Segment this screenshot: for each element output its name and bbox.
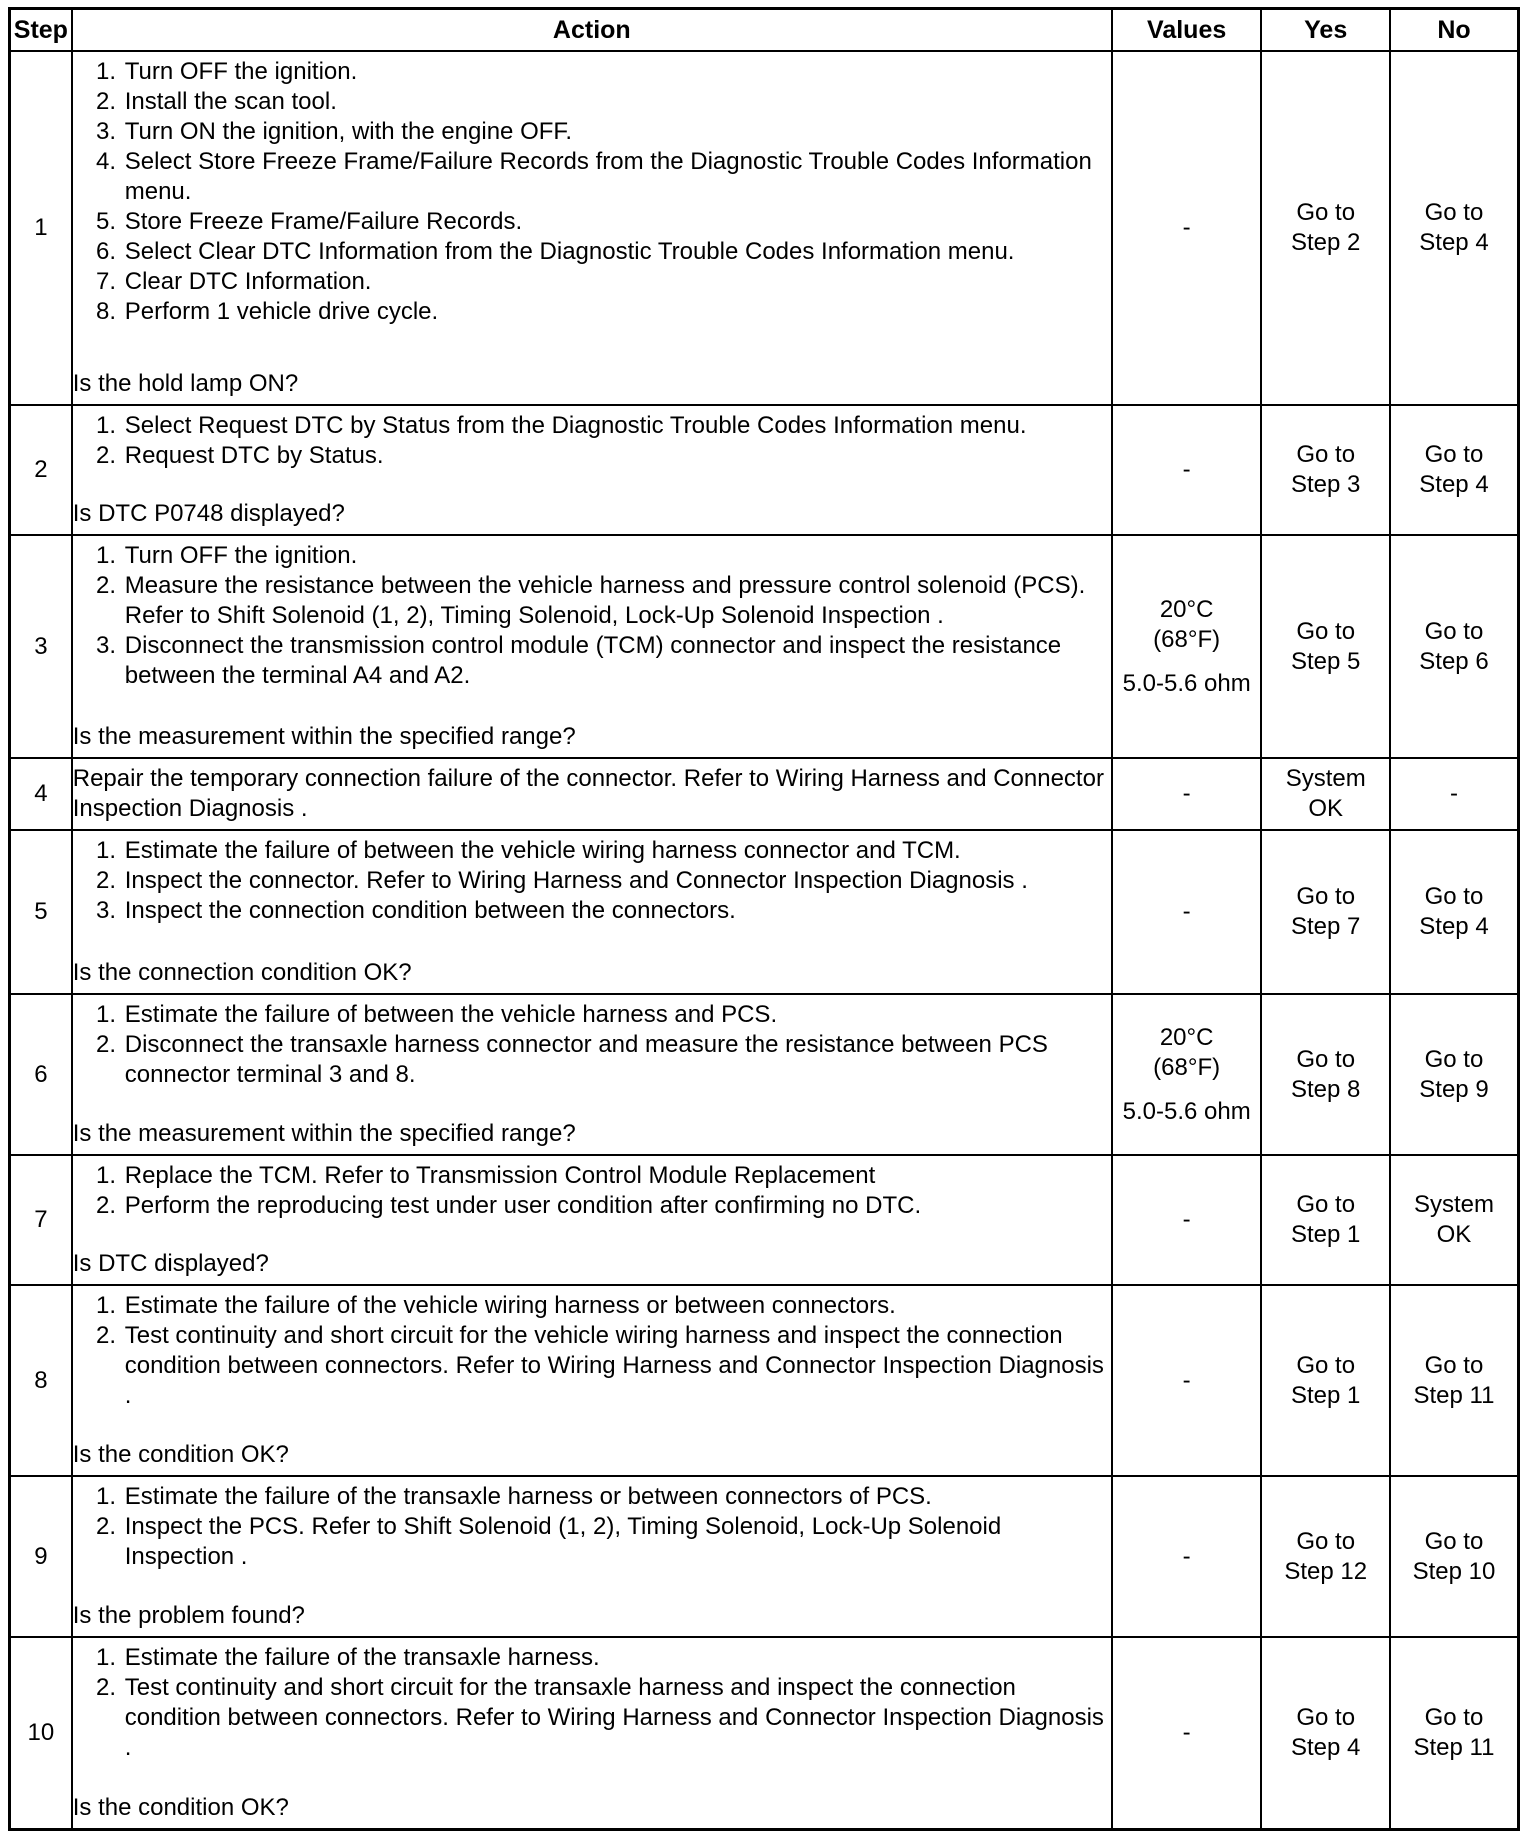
action-text: Repair the temporary connection failure of the connector. Refer to Wiring Harness and Connector Inspection Diagnosis .	[72, 765, 1104, 822]
no-cell	[1390, 405, 1519, 535]
table-row	[10, 758, 1519, 830]
action-question: Is DTC P0748 displayed?	[72, 500, 345, 527]
yes-link: Step 7	[1291, 913, 1361, 940]
no-link: Step 10	[1412, 1557, 1496, 1585]
action-steps	[73, 57, 1111, 327]
values-dash: -	[1182, 898, 1191, 925]
no-link: Go to	[1424, 883, 1484, 910]
table-body	[10, 51, 1519, 1829]
table-row	[10, 994, 1519, 1155]
temperature-line: 20°C	[1159, 1023, 1214, 1051]
yes-cell	[1261, 1285, 1390, 1476]
no-link: Go to	[1424, 1703, 1484, 1731]
yes-link: Go to	[1296, 199, 1356, 226]
values-block	[1123, 1023, 1251, 1127]
no-cell	[1390, 1476, 1519, 1637]
no-cell	[1390, 994, 1519, 1155]
yes-link: Go to	[1296, 883, 1356, 910]
action-step: 1. Select Request DTC by Status from the Diagnostic Trouble Codes Information menu.	[123, 411, 1111, 441]
yes-cell	[1261, 405, 1390, 535]
yes-cell	[1261, 758, 1390, 830]
step-number: 3	[10, 535, 72, 758]
no-cell	[1390, 1155, 1519, 1285]
no-link: Step 4	[1419, 229, 1489, 256]
yes-cell	[1261, 994, 1390, 1155]
yes-link: Step 8	[1291, 1075, 1361, 1103]
action-cell	[72, 51, 1112, 405]
values-dash: -	[1182, 1366, 1191, 1394]
action-step: 2. Disconnect the transaxle harness connector and measure the resistance between PCS connector terminal 3 and 8.	[123, 1030, 1111, 1090]
yes-link: Go to	[1296, 1045, 1356, 1073]
no-link: Go to	[1424, 441, 1484, 468]
step-number: 9	[10, 1476, 72, 1637]
action-step: 1. Estimate the failure of the transaxle harness or between connectors of PCS.	[123, 1482, 1111, 1512]
header-action: Action	[72, 9, 1112, 52]
action-step: 3. Disconnect the transmission control module (TCM) connector and inspect the resistance between the terminal A4 and A2.	[123, 631, 1111, 691]
action-step: 2. Request DTC by Status.	[123, 441, 1111, 471]
action-cell	[72, 535, 1112, 758]
values-cell	[1112, 830, 1262, 994]
yes-cell	[1261, 1637, 1390, 1829]
no-link: System	[1413, 1191, 1494, 1218]
no-link: Go to	[1424, 1351, 1484, 1379]
action-step: 2. Measure the resistance between the vehicle harness and pressure control solenoid (PCS). Refer to Shift Solenoid (1, 2), Timing Solenoid, Lock-Up Solenoid Inspection .	[123, 571, 1111, 631]
action-steps	[73, 1482, 1111, 1572]
step-number: 2	[10, 405, 72, 535]
action-cell	[72, 994, 1112, 1155]
action-steps	[73, 836, 1111, 926]
no-link: Step 11	[1413, 1733, 1495, 1761]
header-row	[10, 9, 1519, 52]
diagnostic-table	[8, 7, 1520, 1831]
action-step: 3. Turn ON the ignition, with the engine OFF.	[123, 117, 1111, 147]
step-number: 6	[10, 994, 72, 1155]
action-cell	[72, 758, 1112, 830]
action-question: Is the condition OK?	[72, 1793, 289, 1821]
action-step: 1. Estimate the failure of the vehicle wiring harness or between connectors.	[123, 1291, 1111, 1321]
values-cell	[1112, 535, 1262, 758]
action-cell	[72, 1285, 1112, 1476]
yes-link: Go to	[1296, 1351, 1356, 1379]
temperature-line: (68°F)	[1153, 1053, 1221, 1081]
yes-link: System	[1285, 765, 1366, 792]
action-cell	[72, 1476, 1112, 1637]
step-number: 1	[10, 51, 72, 405]
yes-link: Step 3	[1291, 471, 1361, 498]
no-link: Step 4	[1419, 913, 1489, 940]
step-number: 5	[10, 830, 72, 994]
action-steps	[73, 1000, 1111, 1090]
yes-cell	[1261, 51, 1390, 405]
action-question: Is DTC displayed?	[72, 1250, 269, 1277]
table-row	[10, 1285, 1519, 1476]
table-row	[10, 1476, 1519, 1637]
no-link: Go to	[1424, 199, 1484, 226]
action-step: 7. Clear DTC Information.	[123, 267, 1111, 297]
values-dash: -	[1182, 1542, 1191, 1570]
no-cell	[1390, 1285, 1519, 1476]
no-link: Go to	[1424, 1527, 1484, 1555]
header-yes: Yes	[1261, 9, 1390, 52]
yes-link: Go to	[1296, 441, 1356, 468]
values-cell	[1112, 1476, 1262, 1637]
values-cell	[1112, 1155, 1262, 1285]
action-cell	[72, 1155, 1112, 1285]
values-temperature	[1123, 1023, 1251, 1083]
values-dash: -	[1182, 780, 1191, 807]
no-link: Step 4	[1419, 471, 1489, 498]
action-question: Is the problem found?	[72, 1602, 305, 1629]
values-block	[1123, 595, 1251, 699]
action-cell	[72, 830, 1112, 994]
temperature-line: 20°C	[1159, 595, 1214, 623]
action-question: Is the condition OK?	[72, 1441, 289, 1468]
action-step: 1. Replace the TCM. Refer to Transmission Control Module Replacement	[123, 1161, 1111, 1191]
yes-link: OK	[1308, 795, 1344, 822]
values-cell	[1112, 758, 1262, 830]
action-step: 1. Estimate the failure of the transaxle harness.	[123, 1643, 1111, 1673]
no-cell	[1390, 1637, 1519, 1829]
step-number: 8	[10, 1285, 72, 1476]
yes-cell	[1261, 1476, 1390, 1637]
values-dash: -	[1182, 1718, 1191, 1746]
no-link: -	[1449, 780, 1458, 807]
yes-link: Step 12	[1284, 1557, 1368, 1585]
no-link: Go to	[1424, 1045, 1484, 1073]
values-dash: -	[1182, 1206, 1191, 1233]
yes-link: Step 2	[1291, 229, 1361, 256]
values-cell	[1112, 1637, 1262, 1829]
header-step: Step	[10, 9, 72, 52]
no-link: Step 6	[1419, 647, 1489, 675]
action-steps	[73, 1161, 1111, 1221]
yes-cell	[1261, 535, 1390, 758]
values-range: 5.0-5.6 ohm	[1122, 669, 1251, 697]
action-question: Is the connection condition OK?	[72, 959, 412, 986]
action-step: 1. Turn OFF the ignition.	[123, 541, 1111, 571]
no-link: Step 11	[1413, 1381, 1495, 1409]
no-cell	[1390, 758, 1519, 830]
yes-link: Go to	[1296, 1703, 1356, 1731]
no-link: OK	[1436, 1221, 1472, 1248]
values-cell	[1112, 1285, 1262, 1476]
yes-cell	[1261, 1155, 1390, 1285]
action-step: 2. Perform the reproducing test under user condition after confirming no DTC.	[123, 1191, 1111, 1221]
no-cell	[1390, 830, 1519, 994]
action-cell	[72, 405, 1112, 535]
header-no: No	[1390, 9, 1519, 52]
action-steps	[73, 541, 1111, 691]
yes-link: Go to	[1296, 617, 1356, 645]
values-dash: -	[1182, 456, 1191, 483]
action-step: 8. Perform 1 vehicle drive cycle.	[123, 297, 1111, 327]
no-cell	[1390, 51, 1519, 405]
step-number: 10	[10, 1637, 72, 1829]
action-question: Is the measurement within the specified range?	[72, 1120, 576, 1147]
table-row	[10, 51, 1519, 405]
action-question: Is the measurement within the specified range?	[72, 723, 576, 750]
action-step: 6. Select Clear DTC Information from the Diagnostic Trouble Codes Information menu.	[123, 237, 1111, 267]
no-link: Go to	[1424, 617, 1484, 645]
yes-link: Step 1	[1291, 1221, 1361, 1248]
yes-link: Step 4	[1291, 1733, 1361, 1761]
action-step: 2. Inspect the connector. Refer to Wiring Harness and Connector Inspection Diagnosis .	[123, 866, 1111, 896]
action-step: 2. Inspect the PCS. Refer to Shift Solenoid (1, 2), Timing Solenoid, Lock-Up Solenoid Inspection .	[123, 1512, 1111, 1572]
values-temperature	[1123, 595, 1251, 655]
step-number: 4	[10, 758, 72, 830]
yes-link: Step 1	[1291, 1381, 1361, 1409]
action-step: 3. Inspect the connection condition between the connectors.	[123, 896, 1111, 926]
no-link: Step 9	[1419, 1075, 1489, 1103]
table-row	[10, 1637, 1519, 1829]
yes-cell	[1261, 830, 1390, 994]
values-range: 5.0-5.6 ohm	[1122, 1097, 1251, 1125]
action-step: 1. Estimate the failure of between the vehicle harness and PCS.	[123, 1000, 1111, 1030]
action-question: Is the hold lamp ON?	[72, 370, 299, 397]
temperature-line: (68°F)	[1153, 625, 1221, 653]
action-step: 2. Test continuity and short circuit for the vehicle wiring harness and inspect the connection condition between connectors. Refer to Wiring Harness and Connector Inspection Diagnosis .	[123, 1321, 1111, 1411]
table-row	[10, 535, 1519, 758]
no-cell	[1390, 535, 1519, 758]
values-cell	[1112, 994, 1262, 1155]
action-steps	[73, 1291, 1111, 1411]
action-step: 5. Store Freeze Frame/Failure Records.	[123, 207, 1111, 237]
action-step: 2. Install the scan tool.	[123, 87, 1111, 117]
step-number: 7	[10, 1155, 72, 1285]
table-row	[10, 1155, 1519, 1285]
yes-link: Step 5	[1291, 647, 1361, 675]
action-step: 2. Test continuity and short circuit for the transaxle harness and inspect the connection condition between connectors. Refer to Wiring Harness and Connector Inspection Diagnosis .	[123, 1673, 1111, 1763]
action-steps	[73, 411, 1111, 471]
values-cell	[1112, 405, 1262, 535]
action-step: 1. Estimate the failure of between the vehicle wiring harness connector and TCM.	[123, 836, 1111, 866]
action-step: 1. Turn OFF the ignition.	[123, 57, 1111, 87]
action-cell	[72, 1637, 1112, 1829]
values-cell	[1112, 51, 1262, 405]
yes-link: Go to	[1296, 1191, 1356, 1218]
action-step: 4. Select Store Freeze Frame/Failure Records from the Diagnostic Trouble Codes Information menu.	[123, 147, 1111, 207]
header-values: Values	[1112, 9, 1262, 52]
action-steps	[73, 1643, 1111, 1763]
values-dash: -	[1182, 214, 1191, 241]
table-row	[10, 830, 1519, 994]
table-row	[10, 405, 1519, 535]
yes-link: Go to	[1296, 1527, 1356, 1555]
